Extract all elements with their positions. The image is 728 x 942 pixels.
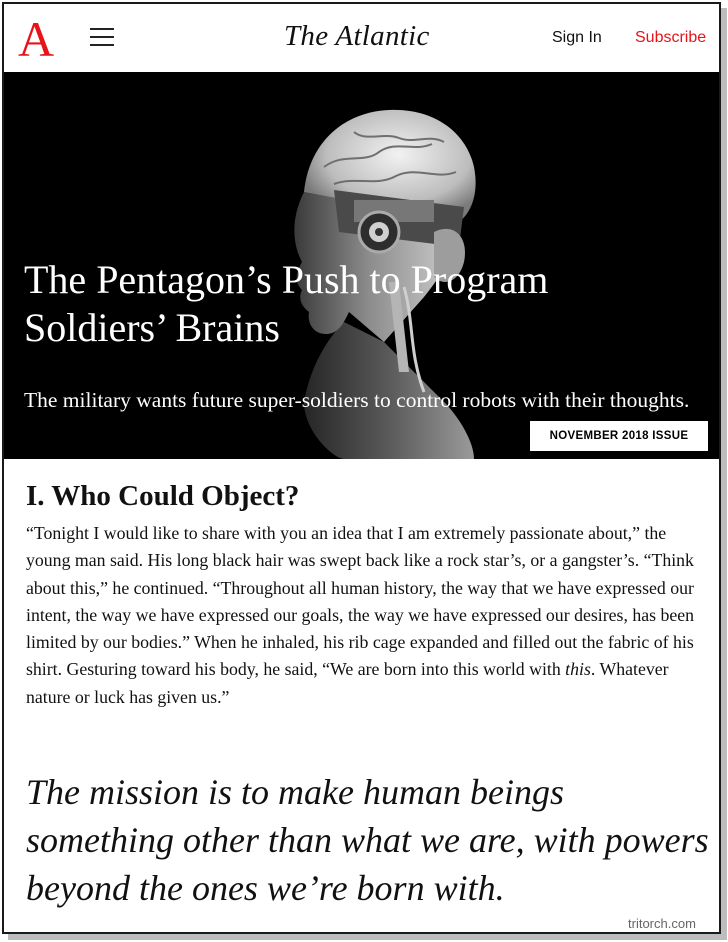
hamburger-menu-icon[interactable] (90, 28, 114, 46)
site-header (4, 4, 719, 72)
sign-in-link[interactable]: Sign In (552, 29, 602, 46)
site-title[interactable]: The Atlantic (284, 20, 430, 52)
article-subtitle: The military wants future super-soldiers to control robots with their thoughts. (24, 388, 690, 412)
body-text-part-2: . Whatever nature or luck has given us.” (26, 659, 669, 707)
subscribe-link[interactable]: Subscribe (635, 29, 707, 46)
hero-banner (4, 72, 719, 459)
body-paragraph (26, 520, 710, 711)
article-body (26, 520, 710, 711)
pull-quote: The mission is to make human beings something other than what we are, with powers beyond the ones we’re born with. (26, 772, 709, 908)
watermark-text: tritorch.com (628, 916, 696, 931)
issue-badge[interactable]: NOVEMBER 2018 ISSUE (530, 421, 708, 451)
atlantic-logo[interactable]: A (18, 11, 55, 67)
body-text-part-1: “Tonight I would like to share with you an idea that I am extremely passionate about,” the young man said. His long black hair was swept back like a rock star’s, or a gangster’s. “Think about this,” he continued. “Throughout all human history, the way that we have expressed our intent, the way we have expressed our goals, the way we have expressed our desires, has been limited by our bodies.” When he inhaled, his rib cage expanded and filled out the fabric of his shirt. Gesturing toward his body, he said, “We are born into this world with (26, 523, 695, 680)
frame-shadow-right (721, 8, 727, 938)
article-title (24, 256, 704, 352)
section-heading: I. Who Could Object? (26, 480, 300, 512)
frame-shadow-bottom (8, 934, 727, 940)
body-emphasis: this (565, 659, 591, 680)
article-page (2, 2, 721, 934)
article-title-line-2: Soldiers’ Brains (24, 305, 280, 350)
article-title-line-1: The Pentagon’s Push to Program (24, 257, 549, 302)
